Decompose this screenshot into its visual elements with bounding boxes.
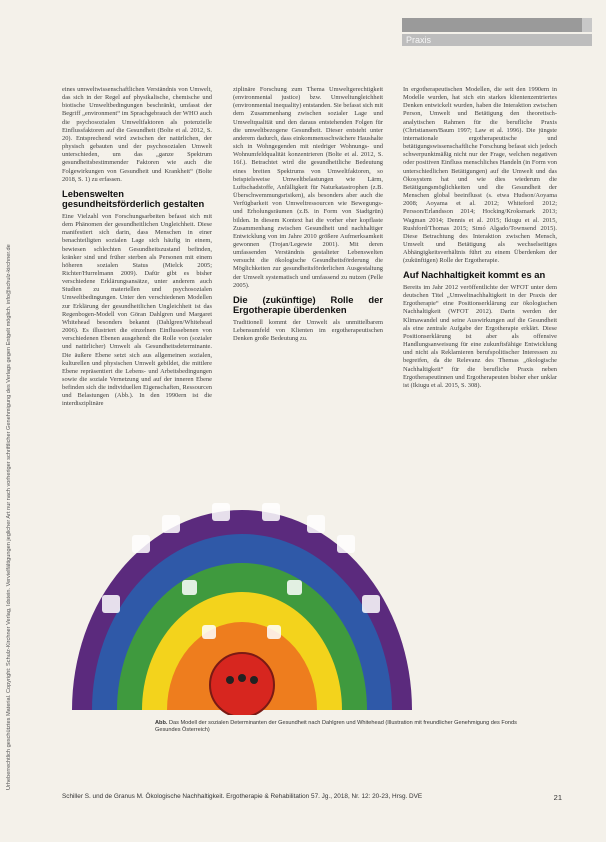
section-heading: Lebenswelten gesundheitsförderlich gestalten xyxy=(62,187,205,210)
icon-tile xyxy=(267,625,281,639)
caption-label: Abb. xyxy=(155,720,168,726)
icon-tile xyxy=(287,580,302,595)
header-bar xyxy=(402,18,592,32)
header-tick xyxy=(582,18,592,32)
footer-citation: Schiller S. und de Granus M. Ökologische Nachhaltigkeit. Ergotherapie & Rehabilitation 57. Jg., 2018, Nr. 12: 20-23, Hrsg. DVE xyxy=(62,793,423,800)
rainbow-model-figure xyxy=(62,475,422,715)
icon-tile xyxy=(212,503,230,521)
person-icon xyxy=(226,676,234,684)
icon-tile xyxy=(362,595,380,613)
icon-tile xyxy=(132,535,150,553)
page-number: 21 xyxy=(553,793,562,802)
rainbow-model-illustration xyxy=(62,475,422,715)
paragraph: ziplinäre Forschung zum Thema Umweltgerechtigkeit (environmental justice) bzw. Umweltungleichheit (environmental inequality) entstanden. Sie befasst sich mit dem Zusammenhang zwischen sozialer Lage und Umweltqualität und den daraus entstehenden Folgen für die umweltbezogene Gesundheit. Dieser entsteht unter anderem dadurch, dass einkommensschwächere Haushalte sich in Wohngegenden mit niedriger Wohnungs- und Wohnumfeldqualität konzentrieren (Bolte et al. 2012, S. 16f.). Betrachtet wird die gesundheitliche Bedeutung eines breiten Spektrums von Umweltfaktoren, so beispielsweise Umweltbelastungen wie Lärm, Luftschadstoffe, Anfälligkeit für Naturkatastrophen (z.B. Überschwemmungsrisiken), als besonders aber auch die Verfügbarkeit von Umweltressourcen wie Bewegungs- und Erholungsräumen (z.B. in Form von Stadtgrün) bilden. In diesem Kontext hat die vorher eher kopflaste Zusammenhang zwischen Gesundheit und nachhaltiger Entwicklung von im Jahre 2010 größere Aufmerksamkeit gewonnen (Trojan/Legewie 2001). Mit deren umfassenden Verständnis gestalteter Lebenswelten versucht die ökologische Gesundheitsförderung die Möglichkeiten zur gesundheitsförderlichen Ausgestaltung der Umwelt systematisch und umfassend zu nutzen (Pelle 2005). xyxy=(233,86,383,289)
column-left xyxy=(62,86,212,409)
section-heading: Auf Nachhaltigkeit kommt es an xyxy=(403,269,546,281)
paragraph: In ergotherapeutischen Modellen, die seit den 1990ern in Modelle wurden, hat sich ein starkes klientenzentriertes Denken entwickelt wurden, haben die Interaktion zwischen Person, Umwelt und Betätigung den theoretisch-analytischen Rahmen für die berufliche Praxis (Christiansen/Baum 1997; Law et al. 1996). Die jüngste internationale ergotherapeutische und betätigungswissenschaftliche Forschung befasst sich jedoch schwerpunktmäßig nicht nur der Frage, welchen negativen oder positiven Einfluss menschliches Handeln (in Form von unterschiedlichen Betätigungen) auf die Umwelt und das Ökosystem hat und wie dies wiederum die Betätigungsmöglichkeiten und die Gesundheit der Menschen global beeinflusst (s. etwa Hudson/Aoyama 2008; Aoyama et al. 2012; Whiteford 2012; Persson/Erlandsson 2014; Hocking/Kroksmark 2013; Wagman 2014; Dennis et al. 2015; Ikiugu et al. 2015, Rushford/Thomas 2015; Simó Algado/Townsend 2015). Diese Betrachtung des Interaktion zwischen Mensch, Umwelt und Betätigung als wechselseitiges Abhängigkeitsverhältnis führt zu einem Überdenken der (zukünftigen) Rolle der Ergotherapie. xyxy=(403,86,557,265)
section-heading: Die (zukünftige) Rolle der Ergotherapie überdenken xyxy=(233,293,383,316)
person-icon xyxy=(238,674,246,682)
icon-tile xyxy=(337,535,355,553)
icon-tile xyxy=(182,580,197,595)
icon-tile xyxy=(162,515,180,533)
paragraph: Eine Vielzahl von Forschungsarbeiten befasst sich mit dem Phänomen der gesundheitlichen Ungleichheit. Diese manifestiert sich darin, dass Menschen in einer benachteiligten sozialen Lage sich häufig in einem, bewiesen schlechten Gesundheitszustand befinden, kränker sind und früher sterben als Personen mit einem höheren sozialen Status (Mielck 2005; Richter/Hurrelmann 2009). Dafür gibt es bisher verschiedene Erklärungsansätze, unter anderem auch Studien zu materiellen und psychosozialen Umweltbedingungen. Unter den verschiedenen Modellen zur Erklärung der gesundheitlichen Ungleichheit ist das Regenbogen-Modell von Göran Dahlgren und Margaret Whitehead besonders bekannt (Dahlgren/Whitehead 2006). Es illustriert die einzelnen Einflussebenen von verschiedenen Ebenen ausgehend: die Rolle von (sozialer und natürlicher) Umwelt als Gesundheitsdeterminante. Die äußere Ebene setzt sich aus allgemeinen sozialen, kulturellen und physischen Umwelt gebildet, die mittlere Ebene repräsentiert die Lebens- und Arbeitsbedingungen sowie die soziale Vernetzung und auf der inneren Ebene befinden sich die individuellen Eigenschaften, Ressourcen und Belastungen (Abb.). In den 1990ern ist die interdisziplinäre xyxy=(62,212,212,408)
paragraph: Bereits im Jahr 2012 veröffentlichte der WFOT unter dem deutschen Titel „Umweltnachhaltigkeit in der Praxis der Ergotherapie“ eine Positionserklärung zur ökologischen Nachhaltigkeit (WFOT 2012). Darin werden der Klimawandel und seine Auswirkungen auf die Gesundheit als eine zentrale Aufgabe der Ergotherapie erklärt. Diese Positionserklärung ist aber als offensive Handlungsanweisung für eine zukunftsfähige Entwicklung und nicht als Reklamieren berufspolitischer Interessen zu begreifen, da die Relevanz des Themas „ökologische Nachhaltigkeit“ für die berufliche Praxis neben Ergotherapeutinnen und Ergotherapeuten bisher eher unklar ist (Ikiugu et al. 2015, S. 308). xyxy=(403,283,557,389)
core-circle xyxy=(210,653,274,715)
column-middle xyxy=(233,86,383,343)
copyright-side-note: Urheberrechtlich geschütztes Material. Copyright: Schulz-Kirchner Verlag, Idstein. Vervielfältigungen jeglicher Art nur nach vorheriger schriftlicher Genehmigung des Verlags gegen Entgelt möglich. info@schulz-kirchner.de xyxy=(6,244,12,790)
icon-tile xyxy=(202,625,216,639)
section-label: Praxis xyxy=(402,34,592,46)
person-icon xyxy=(250,676,258,684)
caption-text: Das Modell der sozialen Determinanten der Gesundheit nach Dahlgren und Whitehead (Illustration mit freundlicher Genehmigung des Fonds Gesundes Österreich) xyxy=(155,720,517,733)
paragraph: Traditionell kommt der Umwelt als unmittelbarem Lebensumfeld von Klienten im ergotherapeutischen Denken große Bedeutung zu. xyxy=(233,318,383,343)
icon-tile xyxy=(102,595,120,613)
figure-caption xyxy=(155,720,535,734)
paragraph: eines umweltwissenschaftlichen Verständnis von Umwelt, das sich in der Regel auf physikalische, chemische und biotische Umweltbedingungen beschränkt, umfasst der Begriff „environment“ im Sprachgebrauch der WHO auch die psychosozialen Umweltfaktoren als potenzielle Einflussfaktoren auf die Gesundheit (Bolte et al. 2012, S. 20). Entsprechend wird zwischen der natürlichen, der physisch gebauten und der psychosozialen Umwelt unterschieden, um das „ganze Spektrum gesundheitsbestimmender Faktoren wie auch die Folgewirkungen von Gesundheit und Krankheit“ (Bolte 2018, S. 1) zu erfassen. xyxy=(62,86,212,183)
column-right xyxy=(403,86,557,390)
icon-tile xyxy=(262,503,280,521)
icon-tile xyxy=(307,515,325,533)
